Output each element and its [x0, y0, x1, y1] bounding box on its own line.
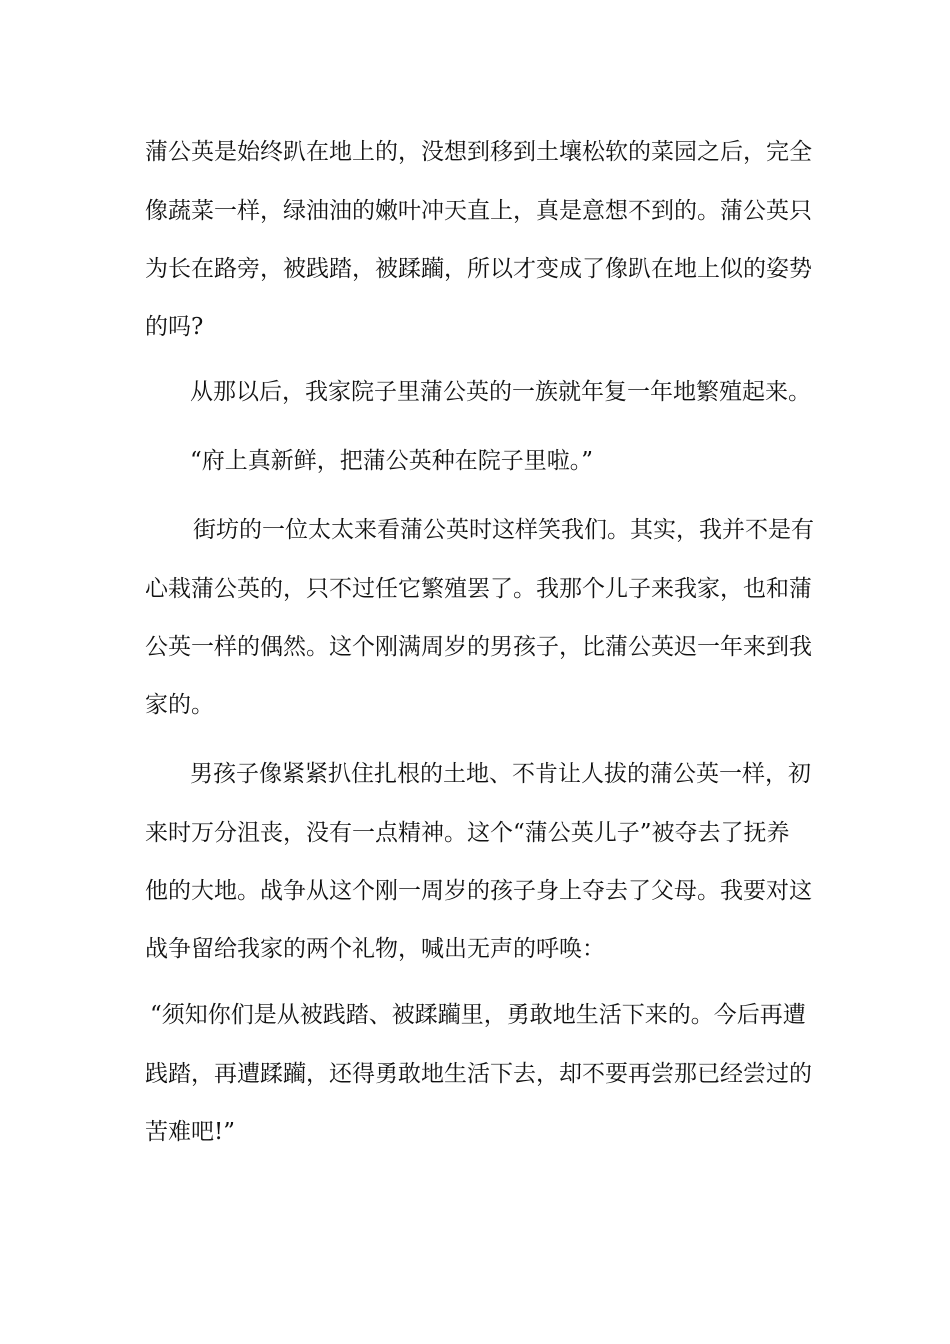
paragraph-1-line-2: 像蔬菜一样，绿油油的嫩叶冲天直上，真是意想不到的。蒲公英只	[145, 198, 812, 224]
paragraph-6-line-1: “须知你们是从被践踏、被蹂躏里，勇敢地生活下来的。今后再遭	[150, 1002, 806, 1028]
paragraph-5-line-4: 战争留给我家的两个礼物，喊出无声的呼唤：	[145, 936, 605, 962]
paragraph-5-line-1: 男孩子像紧紧扒住扎根的土地、不肯让人拔的蒲公英一样，初	[190, 761, 811, 787]
paragraph-6-line-2: 践踏，再遭蹂躏，还得勇敢地生活下去，却不要再尝那已经尝过的	[145, 1061, 812, 1087]
paragraph-4-line-2: 心栽蒲公英的，只不过任它繁殖罢了。我那个儿子来我家，也和蒲	[145, 576, 812, 602]
paragraph-1-line-1: 蒲公英是始终趴在地上的，没想到移到土壤松软的菜园之后，完全	[145, 139, 812, 165]
paragraph-1-line-3: 为长在路旁，被践踏，被蹂躏，所以才变成了像趴在地上似的姿势	[145, 256, 812, 282]
paragraph-3-line-1: “府上真新鲜，把蒲公英种在院子里啦。”	[190, 448, 594, 474]
paragraph-6-line-3: 苦难吧!”	[145, 1119, 236, 1145]
paragraph-5-line-3: 他的大地。战争从这个刚一周岁的孩子身上夺去了父母。我要对这	[145, 878, 812, 904]
paragraph-5-line-2: 来时万分沮丧，没有一点精神。这个“蒲公英儿子”被夺去了抚养	[145, 820, 790, 846]
paragraph-2-line-1: 从那以后，我家院子里蒲公英的一族就年复一年地繁殖起来。	[190, 379, 811, 405]
paragraph-4-line-3: 公英一样的偶然。这个刚满周岁的男孩子，比蒲公英迟一年来到我	[145, 634, 812, 660]
paragraph-4-line-1: 街坊的一位太太来看蒲公英时这样笑我们。其实，我并不是有	[193, 517, 814, 543]
paragraph-4-line-4: 家的。	[145, 692, 214, 718]
paragraph-1-line-4: 的吗?	[145, 314, 204, 340]
